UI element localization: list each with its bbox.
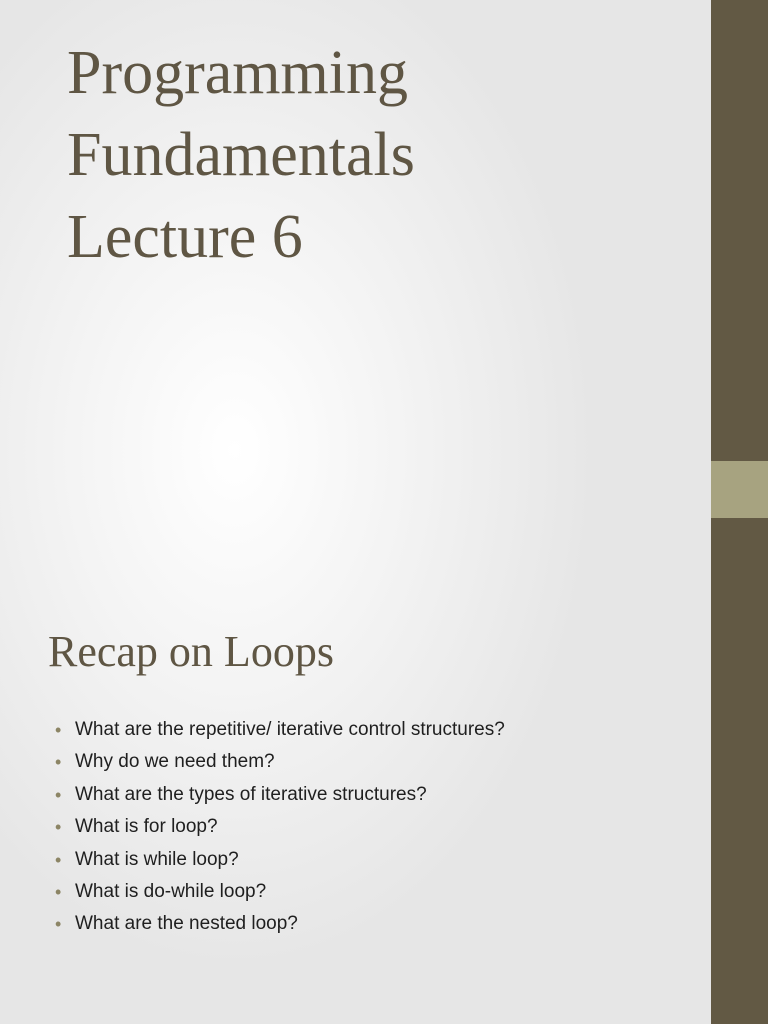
sidebar-accent-block <box>711 461 768 518</box>
list-item-text: What are the nested loop? <box>75 913 298 935</box>
list-item-text: What are the types of iterative structures? <box>75 783 427 805</box>
title-line-3: Lecture 6 <box>67 203 303 271</box>
bullet-icon: • <box>55 784 62 805</box>
bullet-icon: • <box>55 881 62 902</box>
list-item-text: What is while loop? <box>75 848 239 870</box>
section-heading: Recap on Loops <box>48 627 334 676</box>
bullet-icon: • <box>55 849 62 870</box>
list-item-text: What is do-while loop? <box>75 880 267 902</box>
list-item-text: What is for loop? <box>75 816 218 838</box>
list-item-text: What are the repetitive/ iterative control structures? <box>75 719 505 740</box>
title-line-2: Fundamentals <box>67 121 415 189</box>
list-item-text: Why do we need them? <box>75 751 275 773</box>
bullet-icon: • <box>55 914 62 935</box>
bullet-icon: • <box>55 720 62 740</box>
title-line-1: Programming <box>67 39 408 107</box>
bullet-icon: • <box>55 752 62 773</box>
slide-title <box>67 32 687 278</box>
bullet-icon: • <box>55 817 62 838</box>
